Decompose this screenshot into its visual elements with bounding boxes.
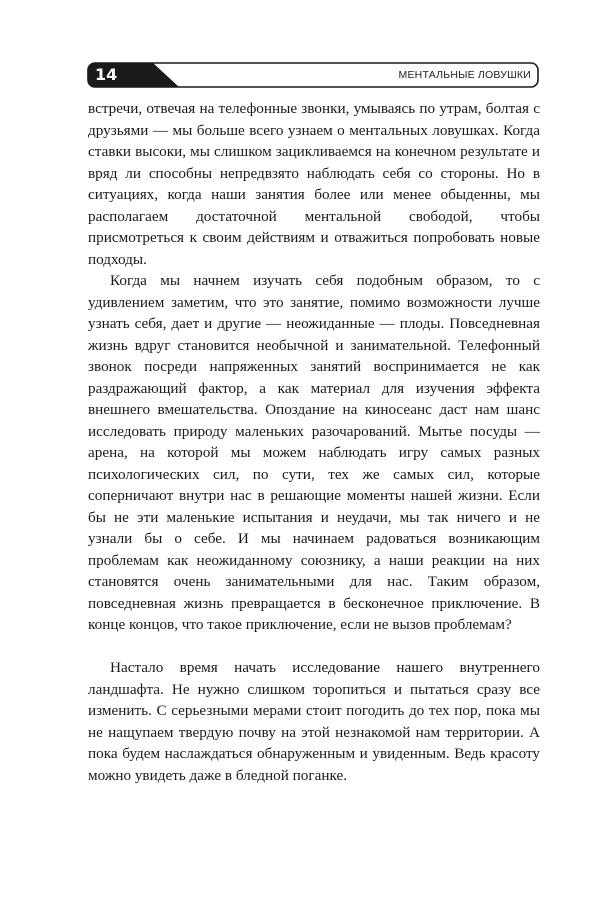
paragraph-continued: встречи, отвечая на телефонные звонки, умываясь по утрам, болтая с друзьями — мы больше всего узнаем о ментальных ловушках. Когда ставки высоки, мы слишком зацикливаемся на конечном результате и вряд ли способны непредвзято наблюдать себя со стороны. Но в ситуациях, когда наши занятия более или менее обыденны, мы располагаем достаточной ментальной свободой, чтобы присмотреться к своим действиям и отважиться попробовать новые подходы. bbox=[88, 100, 540, 268]
running-title: МЕНТАЛЬНЫЕ ЛОВУШКИ bbox=[398, 69, 531, 81]
page-number: 14 bbox=[95, 65, 118, 84]
paragraph-closing: Настало время начать исследование нашего внутреннего ландшафта. Не нужно слишком торопиться и пытаться сразу все изменить. С серьезными мерами стоит погодить до тех пор, пока мы не нащупаем твердую почву на этой незнакомой нам территории. А пока будем наслаждаться обнаруженным и увиденным. Ведь красоту можно увидеть даже в бледной поганке. bbox=[88, 659, 540, 784]
paragraph: Когда мы начнем изучать себя подобным образом, то с удивлением заметим, что это занятие, помимо возможности лучше узнать себя, дает и другие — неожиданные — плоды. Повседневная жизнь вдруг становится необычной и занимательной. Телефонный звонок посреди напряженных занятий воспринимается не как раздражающий фактор, а как материал для изучения эффекта внешнего вмешательства. Опоздание на киносеанс даст нам шанс исследовать природу маленьких разочарований. Мытье посуды — арена, на которой мы можем наблюдать игру самых разных психологических сил, по сути, тех же самых сил, которые соперничают внутри нас в решающие моменты нашей жизни. Если бы не эти маленькие испытания и неудачи, мы так ничего и не узнали бы о себе. И мы начинаем радоваться возникающим проблемам как неожиданному союзнику, а наши реакции на них становятся очень занимательными для нас. Таким образом, повседневная жизнь превращается в бесконечное приключение. В конце концов, что такое приключение, если не вызов проблемам? bbox=[88, 272, 540, 633]
body-text bbox=[88, 98, 540, 786]
running-header bbox=[87, 62, 539, 88]
